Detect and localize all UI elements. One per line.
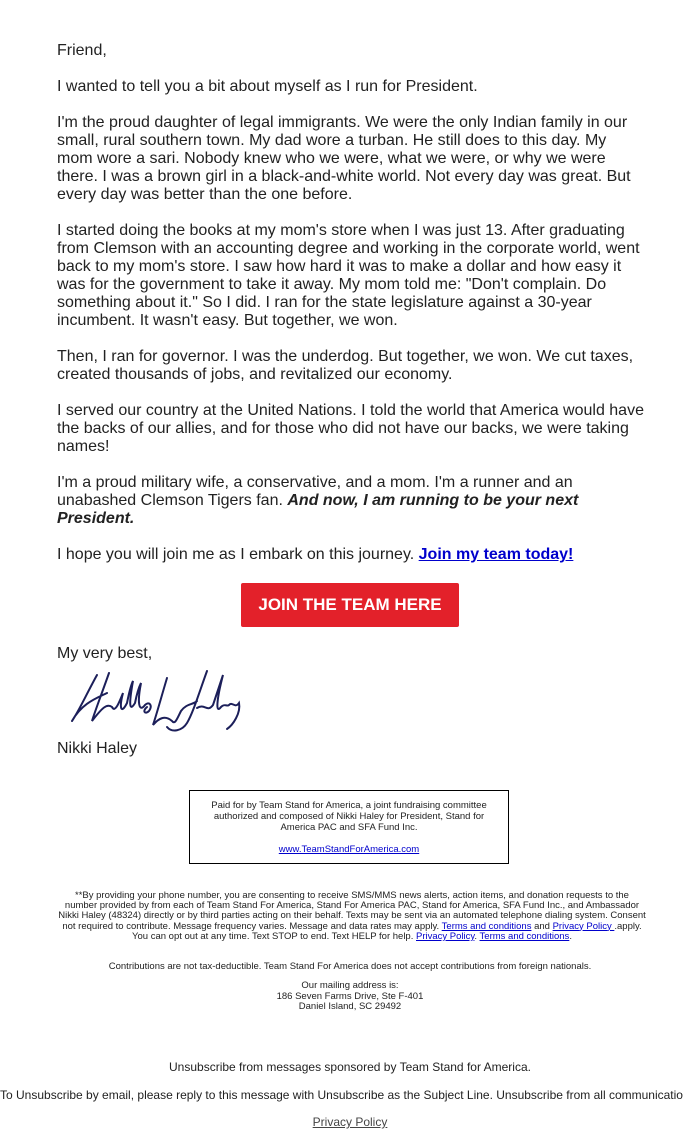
terms-link[interactable]: Terms and conditions bbox=[479, 930, 570, 942]
contributions-notice: Contributions are not tax-deductible. Team Stand For America does not accept contributions from foreign nationals. bbox=[108, 961, 592, 972]
emphasis-text: And now, I am running to be your next President. bbox=[57, 492, 579, 527]
fine-print-text: .apply. You can opt out at any time. Text STOP to end. Text HELP for help. bbox=[132, 920, 642, 942]
website-link[interactable]: www.TeamStandForAmerica.com bbox=[278, 844, 420, 855]
paragraph: I started doing the books at my mom's store when I was just 13. After graduating from Clemson with an accounting degree and working in the corporate world, went back to my mom's store. I saw how hard it was to make a dollar and how easy it was for the government to take it away. My mom told me: "Don't complain. Do something about it." So I did. I ran for the state legislature against a 30-year incumbent. It wasn't easy. But together, we won. bbox=[57, 222, 640, 329]
closing: My very best, bbox=[57, 645, 153, 662]
paragraph: I served our country at the United Nations. I told the world that America would have the backs of our allies, and for those who did not have our backs, we were taking names! bbox=[57, 402, 644, 455]
join-team-link[interactable]: Join my team today! bbox=[418, 546, 574, 563]
address-line: 186 Seven Farms Drive, Ste F-401 bbox=[276, 990, 424, 1002]
unsubscribe-notice[interactable]: Unsubscribe from messages sponsored by Team Stand for America. bbox=[169, 1060, 531, 1074]
paid-for-disclaimer bbox=[189, 790, 509, 864]
privacy-link[interactable]: Privacy Policy bbox=[416, 930, 475, 942]
sender-name: Nikki Haley bbox=[57, 740, 138, 757]
privacy-policy-link[interactable]: Privacy Policy bbox=[312, 1115, 388, 1129]
signature-image bbox=[57, 663, 257, 738]
paragraph-text: I hope you will join me as I embark on this journey. bbox=[57, 546, 419, 563]
letter-body bbox=[57, 42, 645, 582]
disclaimer-text: Paid for by Team Stand for America, a joint fundraising committee authorized and composed of Nikki Haley for President, Stand for America PAC and SFA Fund Inc. bbox=[211, 800, 487, 833]
greeting: Friend, bbox=[57, 42, 107, 59]
paragraph bbox=[57, 546, 645, 564]
paragraph: Then, I ran for governor. I was the underdog. But together, we won. We cut taxes, created thousands of jobs, and revitalized our economy. bbox=[57, 348, 634, 383]
cta-container bbox=[241, 583, 459, 627]
paragraph bbox=[57, 474, 645, 528]
paragraph: I wanted to tell you a bit about myself as I run for President. bbox=[57, 78, 478, 95]
address-label: Our mailing address is: bbox=[301, 980, 399, 991]
mailing-address bbox=[0, 981, 683, 1013]
sms-fine-print bbox=[58, 891, 646, 942]
paragraph: I'm the proud daughter of legal immigrants. We were the only Indian family in our small, rural southern town. My dad wore a turban. He still does to this day. My mom wore a sari. Nobody knew who we were, what we were, or why we were there. I was a brown girl in a black-and-white world. Not every day was great. But every day was better than the one before. bbox=[57, 114, 631, 203]
address-line: Daniel Island, SC 29492 bbox=[298, 1001, 402, 1012]
paragraph-text: I'm a proud military wife, a conservative, and a mom. I'm a runner and an unabashed Clemson Tigers fan. bbox=[57, 474, 573, 509]
unsubscribe-email-notice: To Unsubscribe by email, please reply to this message with Unsubscribe as the Subject Line. Unsubscribe from all communicatio bbox=[0, 1088, 683, 1102]
terms-link[interactable]: Terms and conditions bbox=[441, 920, 532, 932]
privacy-link[interactable]: Privacy Policy bbox=[552, 920, 615, 932]
fine-print-text: . bbox=[569, 930, 572, 942]
fine-print-text: . bbox=[474, 930, 480, 942]
join-team-button[interactable]: JOIN THE TEAM HERE bbox=[241, 583, 459, 627]
fine-print-text: **By providing your phone number, you are consenting to receive SMS/MMS news alerts, action items, and donation requests to the number provided by from each of Team Stand For America, Stand For America PAC, Stand for America, SFA Fund Inc., and Ambassador Nikki Haley (48324) directly or by third parties acting on their behalf. Texts may be sent via an automated telephone dialing system. Consent not required to contribute. Message frequency varies. Message and data rates may apply. bbox=[58, 890, 646, 932]
fine-print-text: and bbox=[531, 920, 553, 932]
